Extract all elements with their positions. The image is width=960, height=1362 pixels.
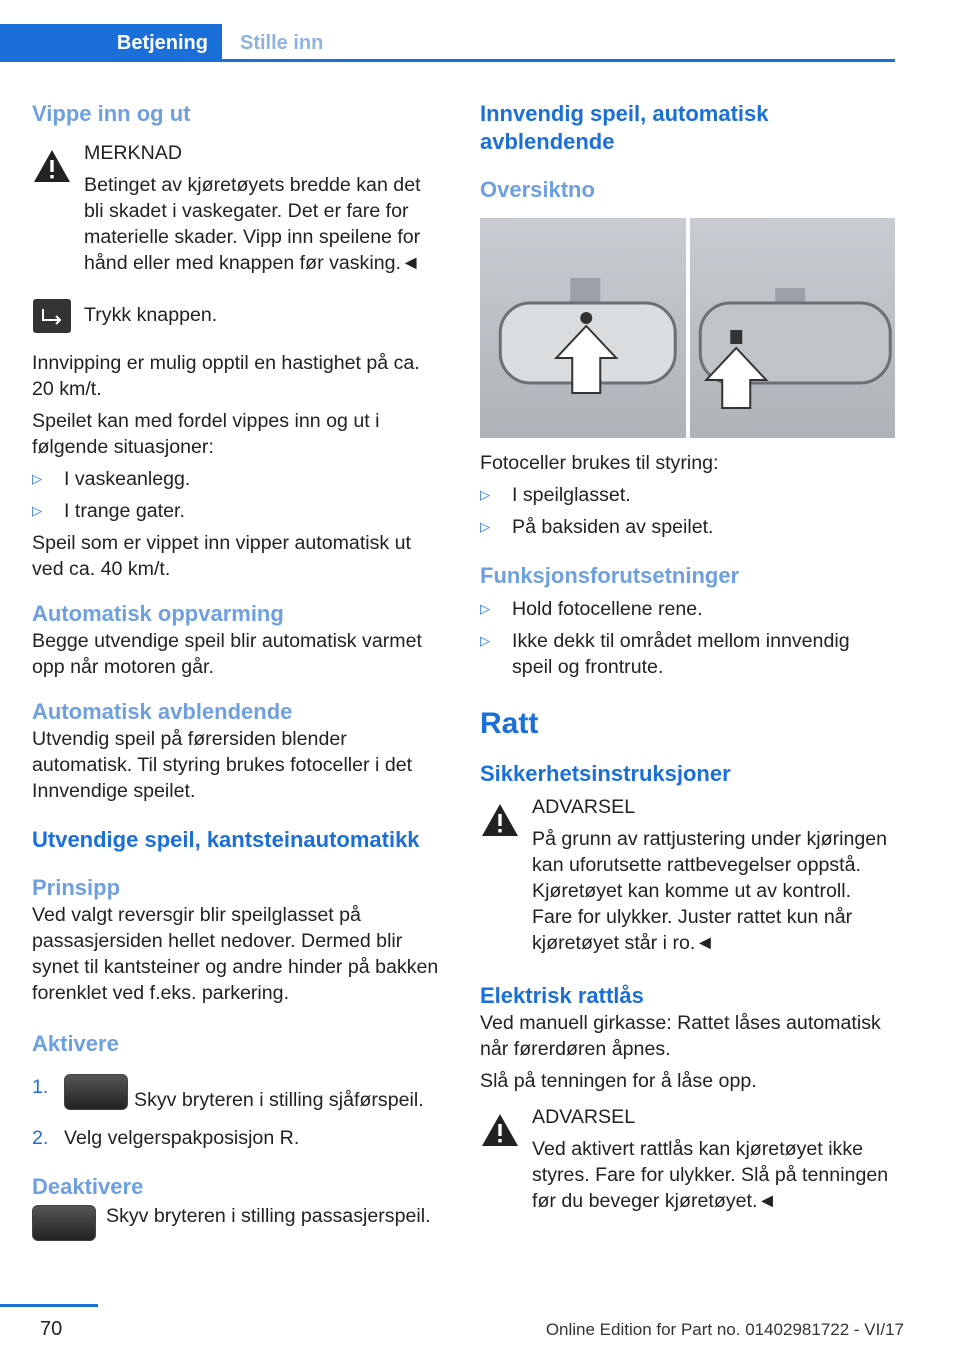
list-item: ▷ I vaskeanlegg. bbox=[32, 468, 191, 490]
para-situasjoner: Speilet kan med fordel vippes inn og ut i følgende situasjoner: bbox=[32, 410, 380, 458]
advarsel-title: ADVARSEL bbox=[532, 796, 636, 818]
merknad-text: Betinget av kjøretøyets bredde kan det bli skadet i vaskegater. Det er fare for materielle skader. Vipp inn speilene for hånd eller med knappen før vasking.◄ bbox=[84, 174, 421, 274]
list-item: ▷ På baksiden av speilet. bbox=[480, 516, 714, 538]
heading-oppvarming: Automatisk oppvarming bbox=[32, 601, 284, 626]
header-tabs bbox=[0, 24, 895, 62]
step-item: 2. Velg velgerspakposisjon R. bbox=[32, 1127, 300, 1149]
mirror-back-illustration bbox=[690, 218, 896, 438]
para-oppvarming: Begge utvendige speil blir automatisk varmet opp når motoren går. bbox=[32, 630, 422, 678]
list-item: ▷ Hold fotocellene rene. bbox=[480, 598, 703, 620]
tab-stille-inn[interactable]: Stille inn bbox=[240, 32, 324, 54]
heading-deaktivere: Deaktivere bbox=[32, 1174, 144, 1199]
list-item: ▷ I trange gater. bbox=[32, 500, 185, 522]
heading-aktivere: Aktivere bbox=[32, 1031, 119, 1056]
para-deaktivere: Skyv bryteren i stilling passasjerspeil. bbox=[106, 1205, 431, 1227]
header-rule bbox=[0, 59, 895, 62]
warning-icon bbox=[480, 802, 520, 838]
aktivere-steps bbox=[32, 1074, 444, 1151]
page-number: 70 bbox=[40, 1318, 63, 1340]
mirror-back-photo bbox=[690, 218, 896, 438]
mirror-photo bbox=[480, 218, 895, 438]
mirror-front-illustration bbox=[480, 218, 686, 438]
heading-rattlas: Elektrisk rattlås bbox=[480, 983, 644, 1008]
tab-betjening[interactable]: Betjening bbox=[0, 24, 222, 62]
footer-rule bbox=[0, 1304, 98, 1307]
list-item: ▷ Ikke dekk til området mellom innvendig speil og frontrute. bbox=[480, 630, 850, 678]
heading-oversikt: Oversiktno bbox=[480, 177, 595, 202]
para-innvipping: Innvipping er mulig opptil en hastighet på ca. 20 km/t. bbox=[32, 352, 420, 400]
advarsel-text: Ved aktivert rattlås kan kjøretøyet ikke styres. Fare for ulykker. Slå på tenningen før du beveger kjøretøyet.◄ bbox=[532, 1138, 889, 1212]
heading-prinsipp: Prinsipp bbox=[32, 875, 121, 900]
heading-sikkerhet: Sikkerhetsinstruksjoner bbox=[480, 761, 731, 786]
bullet-triangle-icon: ▷ bbox=[32, 503, 42, 518]
advarsel-text: På grunn av rattjustering under kjøringen kan uforutsette rattbevegelser oppstå. Kjøretøyet kan komme ut av kontroll. Fare for ulykker. Juster rattet kun når kjøretøyet står i ro.◄ bbox=[532, 828, 888, 954]
warning-icon bbox=[32, 148, 72, 184]
situasjon-list bbox=[32, 466, 444, 524]
press-button-row bbox=[32, 302, 444, 328]
switch-icon bbox=[64, 1074, 128, 1110]
bullet-triangle-icon: ▷ bbox=[32, 471, 42, 486]
mirror-front-photo bbox=[480, 218, 686, 438]
heading-vippe: Vippe inn og ut bbox=[32, 101, 191, 126]
advarsel-title: ADVARSEL bbox=[532, 1106, 636, 1128]
merknad-title: MERKNAD bbox=[84, 142, 182, 164]
left-column bbox=[32, 100, 444, 1243]
deaktivere-row bbox=[32, 1203, 444, 1243]
notice-merknad bbox=[32, 140, 444, 276]
funksjon-list bbox=[480, 596, 895, 680]
para-avblendende: Utvendig speil på førersiden blender automatisk. Til styring brukes fotoceller i det Innvendige speilet. bbox=[32, 728, 413, 802]
bullet-triangle-icon: ▷ bbox=[480, 601, 490, 616]
heading-ratt: Ratt bbox=[480, 707, 539, 740]
heading-kantstein: Utvendige speil, kantsteinautomatikk bbox=[32, 827, 420, 852]
heading-funksjon: Funksjonsforutsetninger bbox=[480, 563, 740, 588]
list-item: ▷ I speilglasset. bbox=[480, 484, 631, 506]
notice-advarsel-2 bbox=[480, 1104, 895, 1214]
step-item: 1. Skyv bryteren i stilling sjåførspeil. bbox=[32, 1076, 424, 1111]
para-fotoceller: Fotoceller brukes til styring: bbox=[480, 452, 719, 474]
warning-icon bbox=[480, 1112, 520, 1148]
notice-advarsel-1 bbox=[480, 794, 895, 956]
bullet-triangle-icon: ▷ bbox=[480, 633, 490, 648]
para-utvipping: Speil som er vippet inn vipper automatisk ut ved ca. 40 km/t. bbox=[32, 532, 411, 580]
heading-innvendig: Innvendig speil, automatisk avblendende bbox=[480, 101, 769, 154]
para-prinsipp: Ved valgt reversgir blir speilglasset på passasjersiden hellet nedover. Dermed blir synet til kantsteiner og andre hinder på bakken forenklet ved f.eks. parkering. bbox=[32, 904, 439, 1004]
bullet-triangle-icon: ▷ bbox=[480, 487, 490, 502]
para-rattlas-1: Ved manuell girkasse: Rattet låses automatisk når førerdøren åpnes. bbox=[480, 1012, 881, 1060]
para-rattlas-2: Slå på tenningen for å låse opp. bbox=[480, 1070, 757, 1092]
right-column bbox=[480, 100, 895, 1214]
edition-note: Online Edition for Part no. 01402981722 - VI/17 bbox=[545, 1320, 904, 1339]
mirror-fold-button-icon bbox=[32, 298, 72, 334]
switch-icon bbox=[32, 1205, 96, 1241]
bullet-triangle-icon: ▷ bbox=[480, 519, 490, 534]
heading-avblendende: Automatisk avblendende bbox=[32, 699, 293, 724]
foto-list bbox=[480, 482, 895, 540]
trykk-text: Trykk knappen. bbox=[84, 304, 218, 326]
